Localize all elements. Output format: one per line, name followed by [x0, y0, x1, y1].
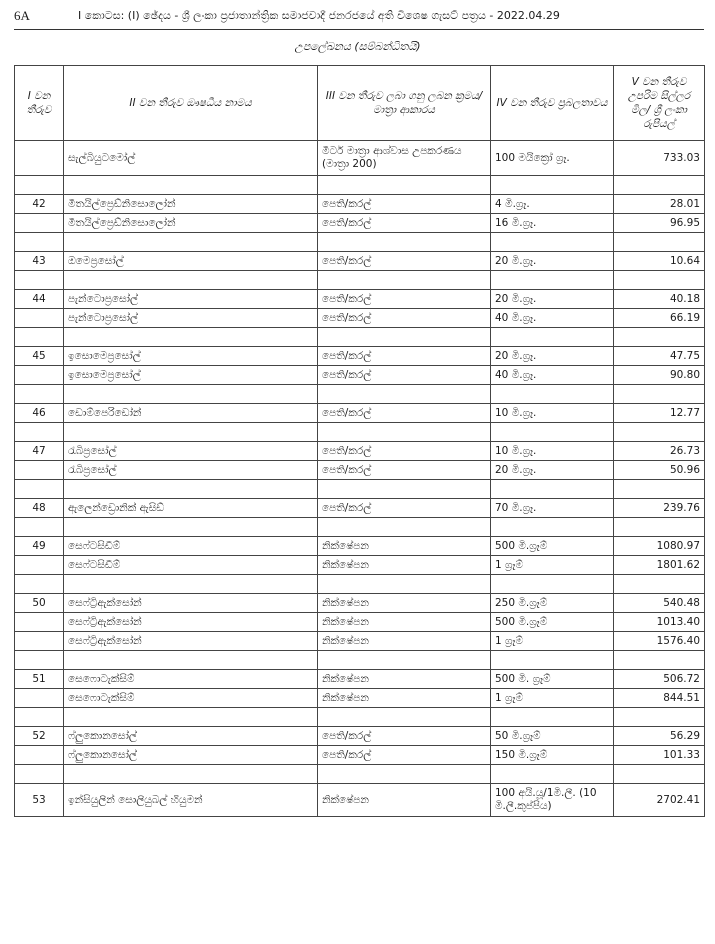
- empty-cell: [614, 233, 705, 252]
- max-retail-price-cell: 2702.41: [614, 784, 705, 817]
- dosage-form-cell: පෙති/කරල්: [318, 404, 491, 423]
- max-retail-price-cell: 540.48: [614, 594, 705, 613]
- empty-cell: [614, 271, 705, 290]
- dosage-form-cell: පෙති/කරල්: [318, 746, 491, 765]
- table-row: [15, 499, 705, 518]
- table-row: [15, 404, 705, 423]
- strength-cell: 1 ග්‍රෑම්: [491, 689, 614, 708]
- empty-cell: [64, 385, 318, 404]
- empty-cell: [614, 176, 705, 195]
- strength-cell: 250 මි.ග්‍රෑම්: [491, 594, 614, 613]
- empty-cell: [15, 423, 64, 442]
- max-retail-price-cell: 844.51: [614, 689, 705, 708]
- max-retail-price-cell: 239.76: [614, 499, 705, 518]
- max-retail-price-cell: 47.75: [614, 347, 705, 366]
- dosage-form-cell: පෙති/කරල්: [318, 461, 491, 480]
- drug-name-cell: සෙෆොටැක්සිම්: [64, 689, 318, 708]
- strength-cell: 50 මි.ග්‍රෑම්: [491, 727, 614, 746]
- max-retail-price-cell: 1576.40: [614, 632, 705, 651]
- empty-cell: [15, 233, 64, 252]
- empty-cell: [64, 518, 318, 537]
- empty-cell: [318, 518, 491, 537]
- max-retail-price-cell: 26.73: [614, 442, 705, 461]
- max-retail-price-cell: 90.80: [614, 366, 705, 385]
- dosage-form-cell: පෙති/කරල්: [318, 214, 491, 233]
- item-number-cell: 45: [15, 347, 64, 366]
- drug-price-table: [14, 65, 705, 817]
- empty-cell: [318, 423, 491, 442]
- empty-cell: [614, 651, 705, 670]
- item-number-cell: [15, 689, 64, 708]
- strength-cell: 70 මි.ග්‍රෑ.: [491, 499, 614, 518]
- empty-cell: [64, 708, 318, 727]
- empty-cell: [15, 176, 64, 195]
- max-retail-price-cell: 40.18: [614, 290, 705, 309]
- item-number-cell: [15, 214, 64, 233]
- table-row: [15, 784, 705, 817]
- drug-name-cell: මීතයිල්ප්‍රෙඩ්නිසොලෝන්: [64, 195, 318, 214]
- strength-cell: 500 මි. ග්‍රෑම්: [491, 670, 614, 689]
- table-row: [15, 689, 705, 708]
- strength-cell: 40 මි.ග්‍රෑ.: [491, 309, 614, 328]
- dosage-form-cell: නික්ෂේපන: [318, 594, 491, 613]
- dosage-form-cell: පෙති/කරල්: [318, 499, 491, 518]
- table-row: [15, 290, 705, 309]
- spacer-row: [15, 480, 705, 499]
- table-row: [15, 347, 705, 366]
- spacer-row: [15, 385, 705, 404]
- spacer-row: [15, 271, 705, 290]
- dosage-form-cell: පෙති/කරල්: [318, 309, 491, 328]
- max-retail-price-cell: 1013.40: [614, 613, 705, 632]
- empty-cell: [614, 480, 705, 499]
- table-row: [15, 670, 705, 689]
- empty-cell: [491, 423, 614, 442]
- spacer-row: [15, 328, 705, 347]
- empty-cell: [15, 765, 64, 784]
- table-row: [15, 252, 705, 271]
- drug-name-cell: සෙෆ්ටසිඩීම්: [64, 556, 318, 575]
- item-number-cell: [15, 746, 64, 765]
- empty-cell: [64, 480, 318, 499]
- dosage-form-cell: නික්ෂේපන: [318, 537, 491, 556]
- drug-name-cell: සෙෆ්ටසිඩීම්: [64, 537, 318, 556]
- spacer-row: [15, 423, 705, 442]
- empty-cell: [64, 765, 318, 784]
- strength-cell: 4 මි.ග්‍රෑ.: [491, 195, 614, 214]
- empty-cell: [318, 708, 491, 727]
- item-number-cell: 48: [15, 499, 64, 518]
- empty-cell: [491, 328, 614, 347]
- empty-cell: [491, 518, 614, 537]
- strength-cell: 500 මි.ග්‍රෑම්: [491, 613, 614, 632]
- spacer-row: [15, 765, 705, 784]
- item-number-cell: [15, 141, 64, 176]
- column-header-2: II වන තීරුව ඖෂධීය නාමය: [64, 66, 318, 141]
- item-number-cell: 46: [15, 404, 64, 423]
- empty-cell: [15, 651, 64, 670]
- empty-cell: [64, 423, 318, 442]
- dosage-form-cell: පෙති/කරල්: [318, 442, 491, 461]
- table-row: [15, 632, 705, 651]
- empty-cell: [318, 651, 491, 670]
- item-number-cell: 42: [15, 195, 64, 214]
- empty-cell: [15, 480, 64, 499]
- empty-cell: [491, 765, 614, 784]
- empty-cell: [491, 385, 614, 404]
- empty-cell: [15, 708, 64, 727]
- item-number-cell: [15, 461, 64, 480]
- dosage-form-cell: නික්ෂේපන: [318, 613, 491, 632]
- drug-name-cell: සෙෆ්ට්‍රිඇක්සෝන්: [64, 632, 318, 651]
- table-row: [15, 556, 705, 575]
- strength-cell: 20 මි.ග්‍රෑ.: [491, 252, 614, 271]
- table-row: [15, 613, 705, 632]
- drug-name-cell: ඇලෙන්ඩ්‍රොනික් ඇසිඩ්: [64, 499, 318, 518]
- empty-cell: [614, 328, 705, 347]
- empty-cell: [318, 328, 491, 347]
- max-retail-price-cell: 12.77: [614, 404, 705, 423]
- drug-name-cell: ෆ්ලුකොනසෝල්: [64, 727, 318, 746]
- drug-name-cell: මීතයිල්ප්‍රෙඩ්නිසොලෝන්: [64, 214, 318, 233]
- dosage-form-cell: මීටර් මාත්‍රා ආශ්වාස උපකරණය (මාත්‍රා 200): [318, 141, 491, 176]
- empty-cell: [614, 385, 705, 404]
- drug-name-cell: පැන්ටොප්‍රසෝල්: [64, 290, 318, 309]
- empty-cell: [318, 233, 491, 252]
- empty-cell: [491, 651, 614, 670]
- table-row: [15, 195, 705, 214]
- dosage-form-cell: පෙති/කරල්: [318, 727, 491, 746]
- empty-cell: [318, 385, 491, 404]
- drug-name-cell: සෙෆ්ට්‍රිඇක්සෝන්: [64, 613, 318, 632]
- drug-name-cell: ඔමෙප්‍රසෝල්: [64, 252, 318, 271]
- page-number: 6A: [14, 8, 30, 23]
- column-header-3: III වන තීරුව ලබා ගනු ලබන ක්‍රමය/මාත්‍රා ආකාරය: [318, 66, 491, 141]
- dosage-form-cell: පෙති/කරල්: [318, 366, 491, 385]
- dosage-form-cell: නික්ෂේපන: [318, 632, 491, 651]
- empty-cell: [64, 271, 318, 290]
- strength-cell: 20 මි.ග්‍රෑ.: [491, 461, 614, 480]
- header-divider: [14, 29, 704, 30]
- max-retail-price-cell: 66.19: [614, 309, 705, 328]
- empty-cell: [614, 423, 705, 442]
- max-retail-price-cell: 28.01: [614, 195, 705, 214]
- column-header-5: V වන තීරුව උපරිම සිල්ලර මිල/ ශ්‍රී ලංකා රුපියල්: [614, 66, 705, 141]
- drug-name-cell: පැන්ටොප්‍රසෝල්: [64, 309, 318, 328]
- table-row: [15, 537, 705, 556]
- strength-cell: 100 අයි.යූ/1මි.ලී. (10 මි.ලී.කුප්පිය): [491, 784, 614, 817]
- page-header: [0, 0, 715, 30]
- item-number-cell: 53: [15, 784, 64, 817]
- item-number-cell: [15, 632, 64, 651]
- dosage-form-cell: පෙති/කරල්: [318, 252, 491, 271]
- drug-name-cell: රැබිප්‍රසෝල්: [64, 461, 318, 480]
- spacer-row: [15, 651, 705, 670]
- table-row: [15, 309, 705, 328]
- dosage-form-cell: නික්ෂේපන: [318, 670, 491, 689]
- spacer-row: [15, 575, 705, 594]
- dosage-form-cell: පෙති/කරල්: [318, 347, 491, 366]
- dosage-form-cell: නික්ෂේපන: [318, 784, 491, 817]
- item-number-cell: [15, 613, 64, 632]
- item-number-cell: 44: [15, 290, 64, 309]
- strength-cell: 10 මි.ග්‍රෑ.: [491, 404, 614, 423]
- empty-cell: [64, 575, 318, 594]
- max-retail-price-cell: 56.29: [614, 727, 705, 746]
- empty-cell: [491, 176, 614, 195]
- max-retail-price-cell: 506.72: [614, 670, 705, 689]
- empty-cell: [15, 271, 64, 290]
- item-number-cell: 51: [15, 670, 64, 689]
- table-row: [15, 366, 705, 385]
- max-retail-price-cell: 50.96: [614, 461, 705, 480]
- spacer-row: [15, 233, 705, 252]
- item-number-cell: [15, 309, 64, 328]
- drug-name-cell: ඉසොමෙප්‍රසෝල්: [64, 347, 318, 366]
- max-retail-price-cell: 1080.97: [614, 537, 705, 556]
- strength-cell: 100 මයික්‍රෝ ග්‍රෑ.: [491, 141, 614, 176]
- item-number-cell: [15, 366, 64, 385]
- drug-name-cell: සෙෆොටැක්සිම්: [64, 670, 318, 689]
- max-retail-price-cell: 10.64: [614, 252, 705, 271]
- empty-cell: [491, 575, 614, 594]
- strength-cell: 20 මි.ග්‍රෑ.: [491, 290, 614, 309]
- column-header-4: IV වන තීරුව ප්‍රබලතාවය: [491, 66, 614, 141]
- table-row: [15, 442, 705, 461]
- empty-cell: [64, 176, 318, 195]
- empty-cell: [491, 480, 614, 499]
- drug-name-cell: ඉන්සියුලින් සොලියුබල් හියුමන්: [64, 784, 318, 817]
- table-body: [15, 141, 705, 817]
- table-row: [15, 594, 705, 613]
- empty-cell: [15, 385, 64, 404]
- empty-cell: [15, 575, 64, 594]
- item-number-cell: [15, 556, 64, 575]
- empty-cell: [318, 176, 491, 195]
- empty-cell: [15, 328, 64, 347]
- strength-cell: 150 මි.ග්‍රෑම්: [491, 746, 614, 765]
- spacer-row: [15, 176, 705, 195]
- empty-cell: [64, 651, 318, 670]
- empty-cell: [64, 233, 318, 252]
- strength-cell: 16 මි.ග්‍රෑ.: [491, 214, 614, 233]
- drug-name-cell: ෆ්ලුකොනසෝල්: [64, 746, 318, 765]
- empty-cell: [491, 271, 614, 290]
- empty-cell: [318, 575, 491, 594]
- drug-name-cell: සෙෆ්ට්‍රිඇක්සෝන්: [64, 594, 318, 613]
- drug-name-cell: සැල්බියුටමෝල්: [64, 141, 318, 176]
- empty-cell: [64, 328, 318, 347]
- drug-name-cell: රැබිප්‍රසෝල්: [64, 442, 318, 461]
- item-number-cell: 47: [15, 442, 64, 461]
- table-row: [15, 214, 705, 233]
- empty-cell: [491, 708, 614, 727]
- table-row: [15, 141, 705, 176]
- item-number-cell: 43: [15, 252, 64, 271]
- spacer-row: [15, 518, 705, 537]
- gazette-header-title: I කොටස: (I) ඡේදය - ශ්‍රී ලංකා ප්‍රජාතාන්ත්‍රික සමාජවාදී ජනරජයේ අති විශෙෂ ගැසට් පත්‍රය - 2022.04.29: [78, 9, 560, 22]
- empty-cell: [614, 575, 705, 594]
- item-number-cell: 52: [15, 727, 64, 746]
- table-row: [15, 727, 705, 746]
- item-number-cell: 50: [15, 594, 64, 613]
- empty-cell: [614, 518, 705, 537]
- max-retail-price-cell: 1801.62: [614, 556, 705, 575]
- dosage-form-cell: පෙති/කරල්: [318, 290, 491, 309]
- strength-cell: 1 ග්‍රෑම්: [491, 556, 614, 575]
- empty-cell: [614, 765, 705, 784]
- strength-cell: 40 මි.ග්‍රෑ.: [491, 366, 614, 385]
- table-row: [15, 461, 705, 480]
- strength-cell: 1 ග්‍රෑම්: [491, 632, 614, 651]
- dosage-form-cell: පෙති/කරල්: [318, 195, 491, 214]
- empty-cell: [15, 518, 64, 537]
- strength-cell: 500 මි.ග්‍රෑම්: [491, 537, 614, 556]
- drug-name-cell: ඉසොමෙප්‍රසෝල්: [64, 366, 318, 385]
- empty-cell: [318, 480, 491, 499]
- spacer-row: [15, 708, 705, 727]
- schedule-subtitle: උපලේඛනය (සම්බන්ධිතයි): [294, 40, 421, 53]
- empty-cell: [614, 708, 705, 727]
- strength-cell: 20 මි.ග්‍රෑ.: [491, 347, 614, 366]
- item-number-cell: 49: [15, 537, 64, 556]
- empty-cell: [491, 233, 614, 252]
- dosage-form-cell: නික්ෂේපන: [318, 556, 491, 575]
- table-header-row: [15, 66, 705, 141]
- empty-cell: [318, 271, 491, 290]
- table-row: [15, 746, 705, 765]
- drug-name-cell: ඩොම්පෙරිඩෝන්: [64, 404, 318, 423]
- max-retail-price-cell: 733.03: [614, 141, 705, 176]
- dosage-form-cell: නික්ෂේපන: [318, 689, 491, 708]
- strength-cell: 10 මි.ග්‍රෑ.: [491, 442, 614, 461]
- empty-cell: [318, 765, 491, 784]
- max-retail-price-cell: 96.95: [614, 214, 705, 233]
- column-header-1: I වන තීරුව: [15, 66, 64, 141]
- max-retail-price-cell: 101.33: [614, 746, 705, 765]
